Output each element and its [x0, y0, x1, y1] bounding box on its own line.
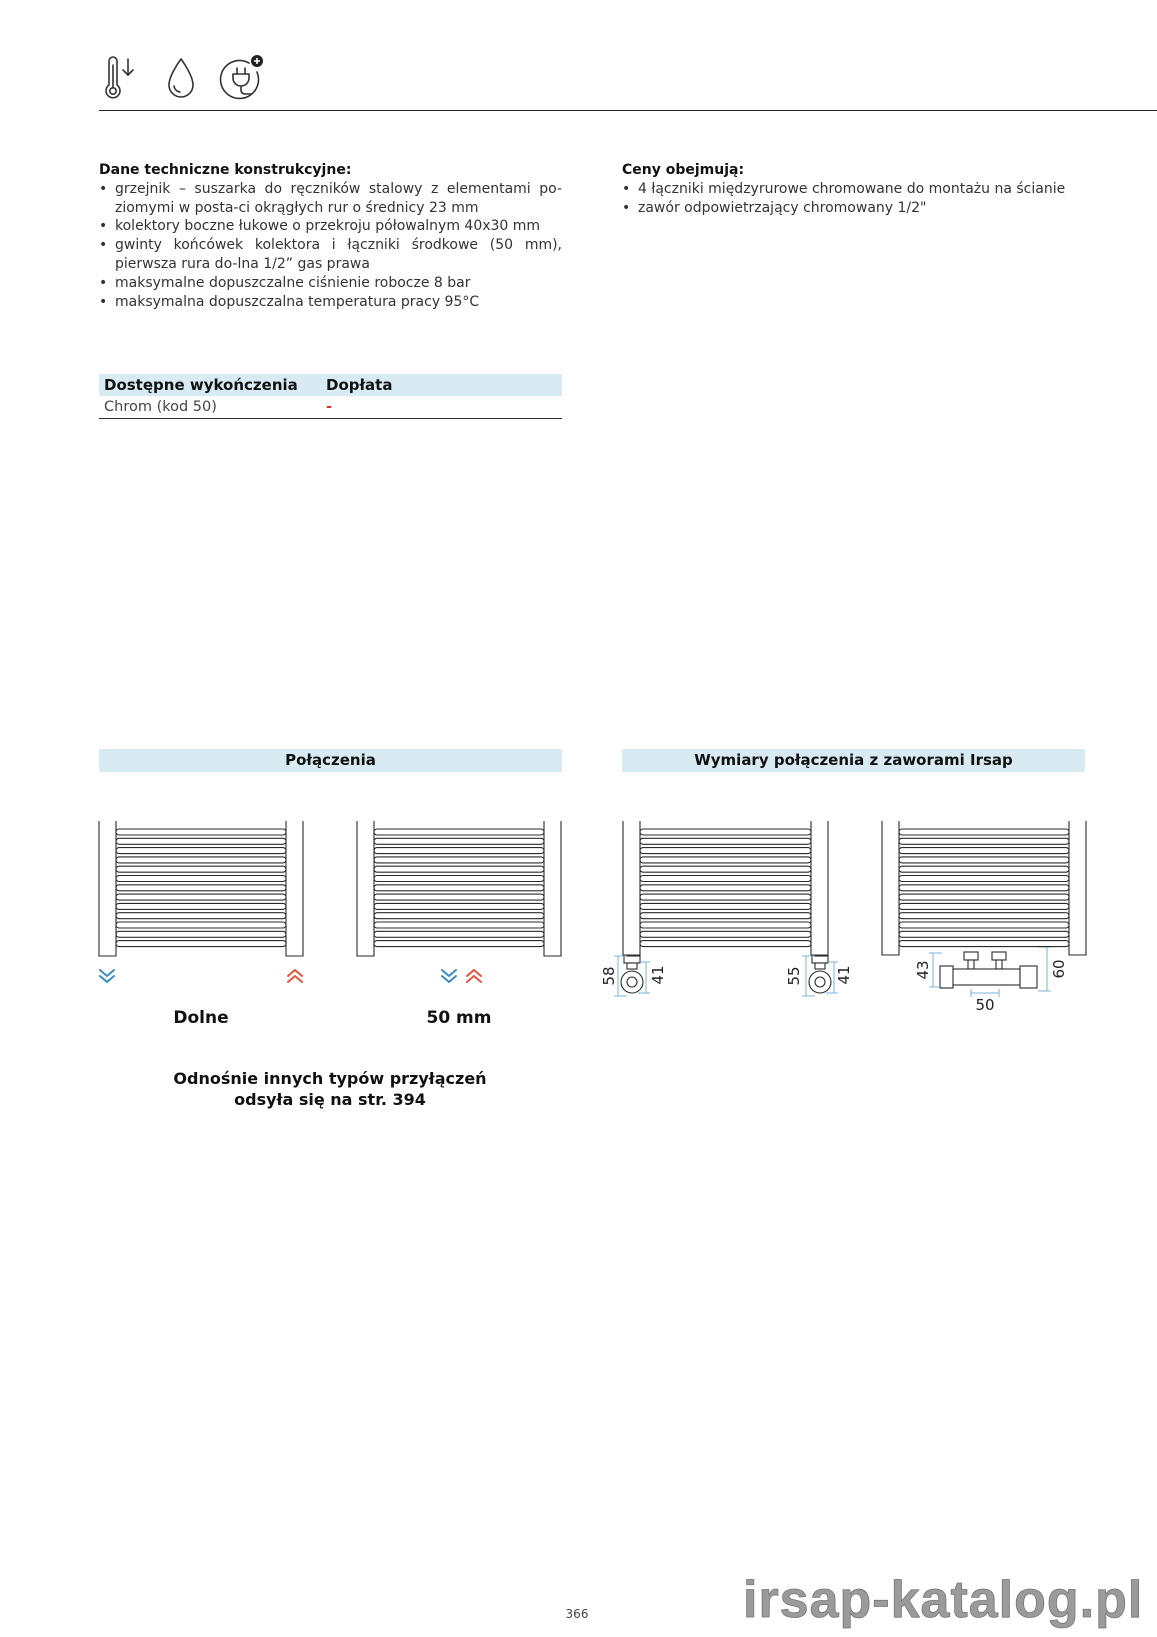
connections-title: Połączenia [99, 749, 562, 772]
technical-data-title: Dane techniczne konstrukcyjne: [99, 162, 352, 178]
radiator-tube [640, 829, 811, 835]
left-collector [882, 821, 899, 955]
connections-note [130, 1068, 530, 1110]
bullet: • [622, 199, 631, 216]
radiator-tube [640, 941, 811, 947]
radiator-tube [116, 913, 286, 919]
radiator-tube [374, 876, 544, 882]
radiator-tube [374, 903, 544, 909]
list-item [622, 199, 1092, 218]
connections-diagram [95, 815, 570, 995]
right-collector [1069, 821, 1086, 955]
radiator-tube [640, 894, 811, 900]
list-item [622, 180, 1092, 199]
radiator-tube [116, 885, 286, 891]
list-item [99, 293, 562, 312]
valve-stem [996, 960, 1002, 969]
blue-double-chevron-down-icon [442, 970, 456, 982]
valve-end-nut [940, 966, 953, 988]
valve-cap [815, 977, 825, 987]
thermometer-down-icon [102, 55, 138, 101]
right-collector [544, 821, 561, 956]
radiator-tube [899, 829, 1069, 835]
list-item [99, 236, 562, 274]
prices-include-title: Ceny obejmują: [622, 162, 745, 178]
radiator-tube [640, 931, 811, 937]
list-item-text: zawór odpowietrzający chromowany 1/2" [638, 199, 927, 216]
radiator-tube [116, 866, 286, 872]
list-item [99, 180, 562, 218]
left-collector [357, 821, 374, 956]
valve-stem [627, 963, 637, 969]
column-header-finish: Dostępne wykończenia [104, 376, 298, 394]
valve-nut [812, 956, 828, 963]
radiator-tube [899, 876, 1069, 882]
radiator-drawing [623, 821, 828, 955]
prices-include [622, 161, 1092, 217]
text-line: gwinty końcówek kolektora i łączniki środkowe (50 mm), [115, 237, 562, 254]
connection-type-bottom: Dolne [173, 1008, 229, 1028]
radiator-tube [640, 885, 811, 891]
radiator-tube [899, 866, 1069, 872]
radiator-tube [116, 838, 286, 844]
radiator-tube [116, 848, 286, 854]
plug-plus-icon [219, 52, 267, 102]
radiator-tube [374, 931, 544, 937]
radiator-tube [640, 838, 811, 844]
column-header-surcharge: Dopłata [326, 376, 393, 394]
bullet: • [99, 293, 108, 310]
radiator-drawing [357, 821, 561, 956]
text-line: grzejnik – suszarka do ręczników stalowy z elementami po- [115, 180, 562, 197]
chevron [442, 970, 456, 976]
valve-dimensions-diagram [600, 815, 1100, 1015]
page-number: 366 [565, 1607, 589, 1621]
list-item-text [115, 293, 562, 312]
radiator-tube [899, 857, 1069, 863]
bullet: • [622, 180, 631, 197]
text-line: ziomymi w posta-ci okrągłych rur o średnicy 23 mm [115, 199, 479, 216]
valve-end-nut [1020, 966, 1037, 988]
left-collector [623, 821, 640, 955]
valve-dimensions-title: Wymiary połączenia z zaworami Irsap [622, 749, 1085, 772]
valve-stem [815, 963, 825, 969]
dimension-label: 50 [975, 996, 995, 1014]
bullet: • [99, 274, 108, 291]
plug-circle [221, 60, 259, 98]
valve-head [964, 952, 978, 960]
dimension-label: 58 [600, 966, 618, 986]
radiator-drawing [99, 821, 303, 956]
radiator-tube [640, 903, 811, 909]
radiator-drawing [882, 821, 1086, 955]
chevron [467, 976, 481, 982]
table-header [99, 374, 562, 396]
plug-body [233, 74, 249, 86]
list-item [99, 274, 562, 293]
radiator-tube [640, 848, 811, 854]
radiator-tube [116, 829, 286, 835]
radiator-tube [374, 941, 544, 947]
radiator-tube [640, 857, 811, 863]
text-line: kolektory boczne łukowe o przekroju półowalnym 40x30 mm [115, 218, 541, 235]
drop-highlight [174, 86, 180, 92]
radiator-tube [899, 848, 1069, 854]
water-drop-icon [165, 55, 197, 101]
radiator-tube [116, 903, 286, 909]
text-line: pierwsza rura do-lna 1/2” gas prawa [115, 255, 370, 272]
dimension-label: 43 [914, 960, 932, 980]
radiator-tube [640, 922, 811, 928]
finish-name: Chrom (kod 50) [104, 399, 217, 415]
radiator-tube [116, 894, 286, 900]
radiator-tube [374, 885, 544, 891]
left-collector [99, 821, 116, 956]
valve-cap [627, 977, 637, 987]
radiator-tube [374, 848, 544, 854]
drop-outline [169, 59, 193, 97]
list-item [99, 217, 562, 236]
technical-data [99, 161, 562, 311]
valve-body [952, 969, 1020, 985]
radiator-tube [116, 941, 286, 947]
radiator-tube [899, 931, 1069, 937]
radiator-tube [374, 922, 544, 928]
list-item-text [115, 180, 562, 218]
valve-stem [968, 960, 974, 969]
blue-double-chevron-down-icon [100, 970, 114, 982]
surcharge-value: - [326, 399, 333, 415]
radiator-tube [116, 876, 286, 882]
radiator-tube [899, 894, 1069, 900]
radiator-tube [640, 866, 811, 872]
red-double-chevron-up-icon [467, 970, 481, 982]
radiator-tube [374, 894, 544, 900]
valve-nut [624, 956, 640, 963]
finishes-table [99, 374, 562, 419]
note-line: Odnośnie innych typów przyłączeń [173, 1069, 487, 1088]
chevron [288, 976, 302, 982]
list-item-text [115, 274, 562, 293]
radiator-tube [899, 922, 1069, 928]
bullet: • [99, 180, 108, 197]
radiator-tube [374, 866, 544, 872]
radiator-tube [640, 913, 811, 919]
right-collector [811, 821, 828, 955]
radiator-tube [899, 838, 1069, 844]
bullet: • [99, 237, 108, 254]
radiator-tube [899, 941, 1069, 947]
list-item-text [115, 236, 562, 274]
radiator-tube [374, 829, 544, 835]
radiator-tube [899, 885, 1069, 891]
plug-cord [241, 86, 251, 94]
radiator-tube [116, 857, 286, 863]
central-valve [940, 952, 1037, 988]
text-line: maksymalne dopuszczalne ciśnienie robocze 8 bar [115, 274, 471, 291]
radiator-tube [899, 913, 1069, 919]
dimension-label: 55 [785, 966, 803, 986]
bullet: • [99, 218, 108, 235]
dimension-label: 41 [649, 965, 667, 985]
watermark: irsap-katalog.pl [743, 1571, 1144, 1629]
list-item-text [115, 217, 562, 236]
radiator-tube [899, 903, 1069, 909]
dimension-label: 60 [1050, 959, 1068, 979]
valve-head [992, 952, 1006, 960]
table-row [99, 396, 562, 419]
radiator-tube [116, 931, 286, 937]
thermometer-bulb [110, 88, 116, 94]
radiator-tube [640, 876, 811, 882]
radiator-tube [116, 922, 286, 928]
chevron [100, 970, 114, 976]
dimension-label: 41 [835, 965, 853, 985]
text-line: maksymalna dopuszczalna temperatura pracy 95°C [115, 293, 480, 310]
radiator-tube [374, 838, 544, 844]
red-double-chevron-up-icon [288, 970, 302, 982]
list-item-text: 4 łączniki międzyrurowe chromowane do montażu na ścianie [638, 180, 1066, 197]
connection-type-50mm: 50 mm [426, 1008, 492, 1028]
radiator-tube [374, 913, 544, 919]
right-collector [286, 821, 303, 956]
radiator-tube [374, 857, 544, 863]
note-line: odsyła się na str. 394 [234, 1090, 426, 1109]
header-rule [99, 110, 1157, 111]
